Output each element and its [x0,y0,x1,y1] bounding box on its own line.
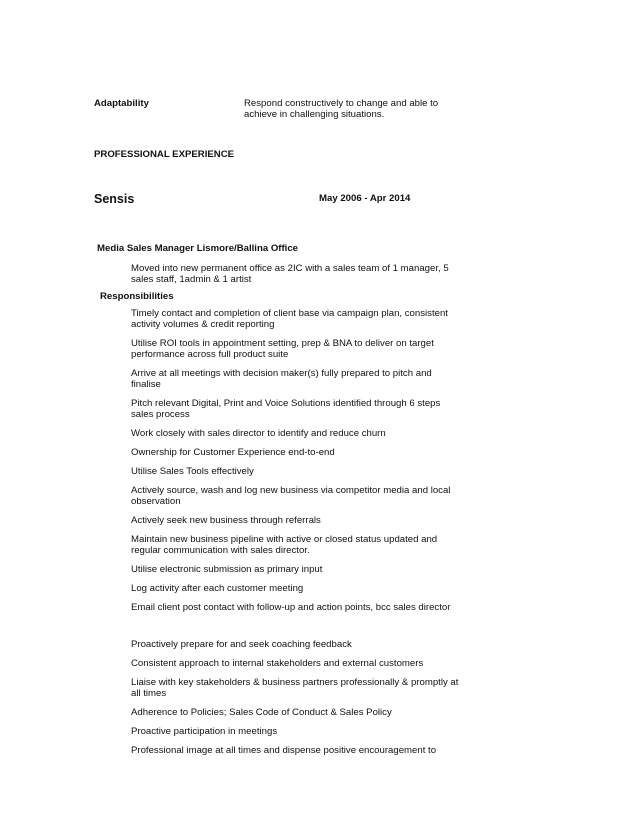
responsibility-item: Actively source, wash and log new business via competitor media and local observation [131,485,451,507]
role-intro: Moved into new permanent office as 2IC with a sales team of 1 manager, 5 sales staff, 1admin & 1 artist [131,263,449,285]
employment-dates: May 2006 - Apr 2014 [319,193,411,204]
responsibility-item: Proactive participation in meetings [131,726,278,737]
responsibility-item: Consistent approach to internal stakeholders and external customers [131,658,424,669]
responsibilities-list [131,308,461,764]
responsibility-item: Arrive at all meetings with decision maker(s) fully prepared to pitch and finalise [131,368,432,390]
responsibility-item: Timely contact and completion of client base via campaign plan, consistent activity volumes & credit reporting [131,308,448,330]
responsibility-item: Professional image at all times and dispense positive encouragement to [131,745,437,756]
responsibility-item: Utilise electronic submission as primary input [131,564,323,575]
role-title: Media Sales Manager Lismore/Ballina Office [97,243,299,254]
responsibility-item: Utilise ROI tools in appointment setting, prep & BNA to deliver on target performance across full product suite [131,338,434,360]
responsibility-item: Work closely with sales director to identify and reduce churn [131,428,386,439]
responsibility-item: Pitch relevant Digital, Print and Voice Solutions identified through 6 steps sales process [131,398,441,420]
responsibility-item: Log activity after each customer meeting [131,583,304,594]
responsibility-item: Proactively prepare for and seek coaching feedback [131,639,352,650]
responsibility-item: Maintain new business pipeline with active or closed status updated and regular communication with sales director. [131,534,438,556]
responsibility-item: Adherence to Policies; Sales Code of Conduct & Sales Policy [131,707,392,718]
responsibility-item: Ownership for Customer Experience end-to-end [131,447,335,458]
responsibilities-heading: Responsibilities [100,291,174,302]
skill-label: Adaptability [94,98,149,109]
responsibility-item: Liaise with key stakeholders & business partners professionally & promptly at all times [131,677,459,699]
responsibility-item: Email client post contact with follow-up and action points, bcc sales director [131,602,451,613]
section-title: PROFESSIONAL EXPERIENCE [94,149,235,160]
responsibility-item: Actively seek new business through referrals [131,515,321,526]
responsibility-item: Utilise Sales Tools effectively [131,466,254,477]
skill-description: Respond constructively to change and able to achieve in challenging situations. [244,98,439,120]
company-name: Sensis [94,192,135,206]
